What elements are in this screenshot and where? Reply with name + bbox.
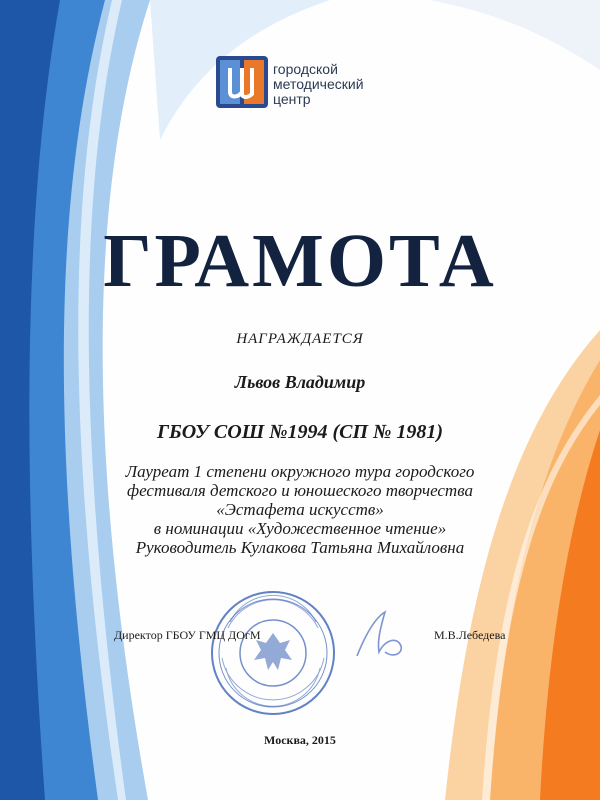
description-line: «Эстафета искусств» xyxy=(216,500,384,519)
logo-text xyxy=(273,62,364,107)
awarded-label: НАГРАЖДАЕТСЯ xyxy=(236,331,364,347)
logo-line-1: городской xyxy=(273,61,338,77)
recipient-name: Львов Владимир xyxy=(234,372,366,392)
description-line: Лауреат 1 степени окружного тура городского xyxy=(125,462,475,481)
logo-line-3: центр xyxy=(273,91,311,107)
director-label: Директор ГБОУ ГМЦ ДОгМ xyxy=(114,628,261,642)
certificate-title: ГРАМОТА xyxy=(103,219,497,303)
school-name: ГБОУ СОШ №1994 (СП № 1981) xyxy=(156,421,444,443)
logo-line-2: методический xyxy=(273,76,364,92)
organization-logo xyxy=(216,56,416,112)
official-seal xyxy=(208,588,338,718)
description-line: Руководитель Кулакова Татьяна Михайловна xyxy=(135,538,465,557)
director-name: М.В.Лебедева xyxy=(434,628,506,642)
gmc-logo-icon xyxy=(216,56,268,108)
description-line: фестиваля детского и юношеского творчества xyxy=(127,481,473,500)
director-signature xyxy=(345,606,425,666)
top-right-wave xyxy=(430,0,600,70)
description-line: в номинации «Художественное чтение» xyxy=(153,519,447,538)
place-year: Москва, 2015 xyxy=(264,733,336,747)
award-description xyxy=(0,462,600,557)
